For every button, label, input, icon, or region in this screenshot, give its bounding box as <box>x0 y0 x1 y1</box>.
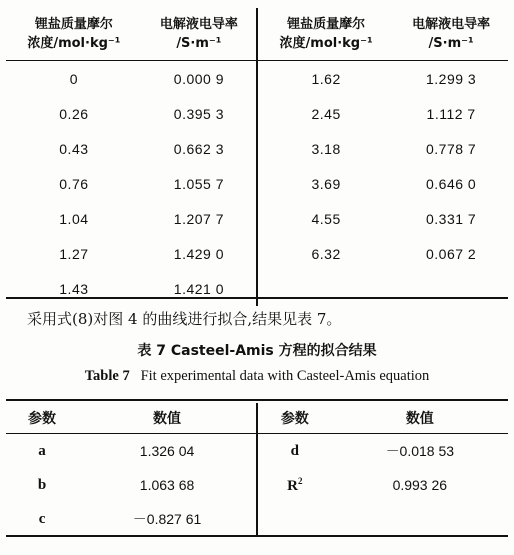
concentration-cell: 0 <box>69 70 79 87</box>
concentration-cell: 2.45 <box>257 96 394 131</box>
table7-bottom-rule <box>6 535 508 537</box>
header-param-1: 参数 <box>28 411 57 427</box>
table-row <box>6 61 508 97</box>
concentration-cell: 4.55 <box>257 201 394 236</box>
table7-caption-cn: 表 7 Casteel-Amis 方程的拟合结果 <box>137 343 377 359</box>
table-row <box>6 434 508 469</box>
table-row <box>6 468 508 502</box>
conductivity-cell: 1.055 7 <box>173 175 224 192</box>
conductivity-cell: 0.000 9 <box>173 70 224 87</box>
concentration-cell: 1.04 <box>59 210 89 227</box>
table-row <box>6 271 508 306</box>
conductivity-cell: 0.662 3 <box>173 140 224 157</box>
conductivity-table-body <box>6 61 508 307</box>
table6-bottom-rule <box>6 297 508 299</box>
conductivity-cell: 0.067 2 <box>426 245 477 262</box>
table7-top-rule <box>6 399 508 401</box>
concentration-cell: 0.76 <box>59 175 89 192</box>
param-cell: d <box>257 434 332 469</box>
header-conductivity-1: 电解液电导率 /S·m⁻¹ <box>159 17 238 51</box>
param-cell: $R^2$ <box>257 468 332 502</box>
conductivity-cell: 1.299 3 <box>426 70 477 87</box>
param-cell: c <box>38 510 46 527</box>
concentration-cell: 0.43 <box>59 140 89 157</box>
header-value-2: 数值 <box>405 411 434 427</box>
concentration-cell: 1.27 <box>59 245 89 262</box>
conductivity-cell: 1.207 7 <box>173 210 224 227</box>
conductivity-cell: 0.646 0 <box>426 175 477 192</box>
conductivity-cell: 0.395 3 <box>173 105 224 122</box>
concentration-cell: 3.69 <box>257 166 394 201</box>
header-concentration-2: 锂盐质量摩尔 浓度/mol·kg⁻¹ <box>257 8 394 61</box>
param-cell: b <box>37 476 47 493</box>
conductivity-table <box>6 8 508 306</box>
table-row <box>6 166 508 201</box>
conductivity-cell: 1.429 0 <box>173 245 224 262</box>
concentration-cell: 0.26 <box>59 105 89 122</box>
conductivity-cell: 1.112 7 <box>426 105 476 122</box>
table-header-row <box>6 8 508 61</box>
concentration-cell <box>257 271 394 306</box>
param-cell <box>257 502 332 536</box>
header-conductivity-2: 电解液电导率 /S·m⁻¹ <box>412 17 491 51</box>
value-cell: －0.827 61 <box>132 511 202 527</box>
body-paragraph: 采用式(8)对图 4 的曲线进行拟合,结果见表 7。 <box>27 310 342 328</box>
concentration-cell: 6.32 <box>257 236 394 271</box>
table7-label-en: Table 7 <box>84 368 130 384</box>
value-cell: 1.063 68 <box>139 477 195 493</box>
table7-caption-en <box>0 368 514 385</box>
conductivity-cell: 0.331 7 <box>426 210 477 227</box>
header-param-2: 参数 <box>257 403 332 434</box>
param-cell: a <box>38 442 46 459</box>
table-row <box>6 201 508 236</box>
table-row <box>6 236 508 271</box>
table-header-row <box>6 403 508 434</box>
value-cell: 1.326 04 <box>139 443 195 459</box>
header-value-1: 数值 <box>153 411 182 427</box>
table7-title-en: Fit experimental data with Casteel-Amis equation <box>140 368 430 384</box>
header-concentration-1: 锂盐质量摩尔 浓度/mol·kg⁻¹ <box>27 17 121 51</box>
concentration-cell: 1.62 <box>257 61 394 97</box>
conductivity-cell: 1.421 0 <box>173 280 224 297</box>
value-cell: －0.018 53 <box>385 443 455 459</box>
concentration-cell: 1.43 <box>59 280 89 297</box>
table-row <box>6 96 508 131</box>
fit-results-table <box>6 403 508 536</box>
conductivity-cell: 0.778 7 <box>426 140 477 157</box>
concentration-cell: 3.18 <box>257 131 394 166</box>
value-cell <box>332 502 508 536</box>
table-row <box>6 131 508 166</box>
value-cell: 0.993 26 <box>392 477 448 493</box>
table-row <box>6 502 508 536</box>
conductivity-cell <box>394 271 508 306</box>
